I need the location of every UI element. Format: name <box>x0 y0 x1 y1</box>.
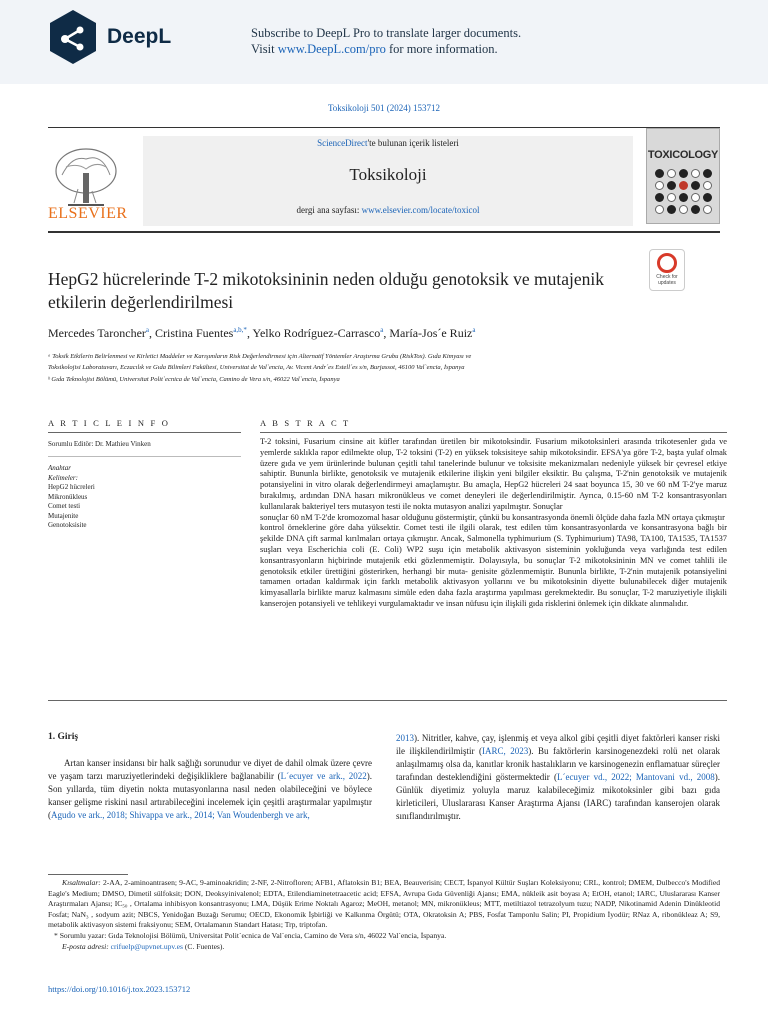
journal-cover[interactable] <box>646 128 720 224</box>
check-for-updates-badge[interactable] <box>649 249 685 291</box>
abstract-heading: A B S T R A C T <box>260 418 351 428</box>
journal-title: Toksikoloji <box>349 165 427 184</box>
citation-link[interactable]: L´ecuyer ve ark., 2022 <box>280 771 367 781</box>
intro-left-column: Artan kanser insidansı bir halk sağlığı sorunudur ve diyet de dahil olmak üzere çevre ve yaşam tarzı maruziyetlerindeki değişikliklere bağlanabilir (L´ecuyer ve ark., 2022). Son yıllarda, tüm diyetin nokta mutasyonlarına nasıl neden olabileceğini ve böylece kanser gelişme riskini nasıl artırabileceğini incelemek için çeşitli araştırmalar yapılmıştır (Agudo ve ark., 2018; Shivappa ve ark., 2014; Van Woudenbergh ve ark, <box>48 758 372 820</box>
abstract-rule <box>260 432 727 433</box>
keywords-block <box>48 464 241 531</box>
affiliation-a-line2: Toksikolojisi Laboratuvarı, Eczacılık ve Gıda Bilimleri Fakültesi, Universitat de Val`encia, Av. Vicent Andr´es Estell´es s/n, Burjassot, 46100 Val`encia, İspanya <box>48 364 465 371</box>
affiliation-b: ᵇ Gıda Teknolojisi Bölümü, Universitat Polit`ecnica de Val`encia, Camino de Vera s/n, 46022 Val`encia, İspanya <box>48 376 340 383</box>
article-info-heading: A R T I C L E I N F O <box>48 418 171 428</box>
journal-homepage-line <box>143 205 633 215</box>
elsevier-wordmark: ELSEVIER <box>48 205 128 222</box>
keywords-label-2: Kelimeler: <box>48 473 78 482</box>
promo-line2 <box>251 41 521 57</box>
abstract-paragraph-2: sonuçlar 60 nM T-2'de kromozomal hasar olduğunu göstermiştir, çünkü bu konsantrasyonda önemli ölçüde daha fazla MN ortaya çıkmıştır <box>260 512 725 522</box>
responsible-editor: Sorumlu Editör: Dr. Mathieu Vinken <box>48 440 151 448</box>
citation-link[interactable]: IARC, 2023 <box>482 746 529 756</box>
contents-list-line <box>143 138 633 148</box>
promo-visit: Visit <box>251 42 275 56</box>
author-3[interactable]: Yelko Rodríguez-Carrasco$^a$ <box>252 326 384 340</box>
keyword-item: Genotoksisite <box>48 521 87 529</box>
author-list: Mercedes Taroncher$^a$, Cristina Fuentes$^{a,b,*}$, Yelko Rodríguez-Carrasco$^a$, María-Jos´e Ruiz$^a$ <box>48 326 476 340</box>
deepl-banner <box>0 0 768 84</box>
citation-link[interactable]: Agudo ve ark., 2018; Shivappa ve ark., 2014; Van Woudenbergh ve ark, <box>51 810 310 820</box>
affiliation-a-line1: ᵃ Toksik Etkilerin Belirlenmesi ve Kirletici Maddeler ve Karışımların Risk Değerlendirmesi için Alternatif Yöntemler Araştırma Grubu (RiskTox). Gıda Kimyası ve <box>48 353 472 360</box>
author-1[interactable]: Mercedes Taroncher$^a$ <box>48 326 149 340</box>
abstract-paragraph-1: T-2 toksini, Fusarium cinsine ait küfler tarafından üretilen bir mikotoksindir. Fusarium mikotoksinleri arasında trikotesenler gıda ve yemlerde sıklıkla rapor edilmekte olup, T-2 toksini (T-2) en yüksek toksisiteye sahip mikotoksindir. EFSA'ya göre T-2, başta yulaf olmak üzere gıda ve yem ürünlerinde bulunan çeşitli tahıl tanelerinde bulunur ve toksisite mekanizmaları nedeniyle yüksek bir çevresel etkiye sahiptir. Bununla birlikte, genotoksik ve mutajenik etkilerine ilişkin yeni bilgiler eksiktir. Bu çalışma, T-2'nin genotoksik ve mutajenik potansiyelini in vitro olarak değerlendirmeyi amaçlamıştır. Bu amaçla, HepG2 hücreleri 24 saat boyunca 15, 30 ve 60 nM T-2'ye maruz bırakılmış, ardından DNA hasarı mikronükleus ve comet deneyleri ile değerlendirilmiştir. Ayrıca, 0.15-60 nM T-2 konsantrasyonları kullanılarak bakteriyel ters mutasyon testi ile nokta mutasyon analizi yapılmıştır. Sonuçlar <box>260 437 727 511</box>
check-updates-icon <box>657 253 677 273</box>
keyword-item: Mikronükleus <box>48 492 88 501</box>
abstract-body <box>260 437 727 610</box>
intro-right-column: 2013). Nitritler, kahve, çay, işlenmiş et veya alkol gibi çeşitli diyet faktörleri kanser riski ile ilişkilendirilmiştir (IARC, 2023). Bu faktörlerin karsinogenezdeki rolü net olarak anlaşılmamış olsa da, kanıtlar kronik hastalıkların ve karsinogenezin enflamatuar süreçler tarafından desteklendiğini göstermektedir (L´ecuyer vd., 2022; Mantovani vd., 2008). Günlük diyetimiz yoluyla maruz kalabileceğimiz mikotoksinler gibi bazı gıda kirleticileri, Uluslararası Kanser Araştırma Ajansı (IARC) tarafından kanserojen olarak sınıflandırılmıştır. <box>396 733 721 821</box>
promo-text <box>251 25 521 57</box>
footnotes <box>48 878 720 952</box>
footnote-rule <box>48 874 128 875</box>
keyword-item: Comet testi <box>48 502 81 510</box>
abstract-bottom-rule <box>48 700 727 701</box>
abbreviations-footnote: Kısaltmalar: 2-AA, 2-aminoantrasen; 9-AC, 9-aminoakridin; 2-NF, 2-Nitrofloren; AFB1, Aflatoksin B1; BEA, Beauverisin; CECT, İspanyol Kültür Suşları Koleksiyonu; CRL, kontrol; DMEM, Dulbecco's Modified Eagle's Medium; DMSO, Dimetil sülfoksit; DON, Deoksyinivalenol; EDTA, Etilendiaminetetraacetic acid; EFSA, Avrupa Gıda Güvenliği Ajansı; EMA, nükleik asit boyası A; EtOH, etanol; IARC, Uluslararası Kanser Araştırmaları Ajansı; IC₅₀ , Ortalama inhibisyon konsantrasyonu; LMA, Düşük Erime Noktalı Agaroz; MeOH, metanol; MN, mikronükleus; MTT, metiltiazol tetrazolyum tuzu; NADP, Nikotinamid Adenin Dinükleotid Fosfat; NaN₃ , sodyum azit; NBCS, Yenidoğan Buzağı Serumu; OECD, Ekonomik İşbirliği ve Kalkınma Örgütü; OTA, Okratoksin A; PBS, Fosfat Tamponlu Salin; PI, Propidium İyodür; RNaz A, ribonükleaz A; S9, metabolik aktivasyon sistemi fraksiyonu; SEM, Ortalamanın Standart Hatası; Trp, triptofan. <box>48 878 720 930</box>
keyword-item: HepG2 hücreleri <box>48 483 95 491</box>
citation-link[interactable]: L´ecuyer vd., 2022; Mantovani vd., 2008 <box>556 772 715 782</box>
deepl-logo-text[interactable]: DeepL <box>107 25 172 48</box>
deepl-pro-link[interactable]: www.DeepL.com/pro <box>277 42 386 56</box>
author-4[interactable]: María-Jos´e Ruiz$^a$ <box>389 326 476 340</box>
citation-link[interactable]: 2013 <box>396 733 414 743</box>
author-2[interactable]: Cristina Fuentes$^{a,b,*}$ <box>155 326 247 340</box>
promo-rest: for more information. <box>389 42 498 56</box>
keywords-label: Anahtar <box>48 464 71 472</box>
editor-rule <box>48 456 241 457</box>
cover-pattern <box>655 169 713 214</box>
introduction-heading: 1. Giriş <box>48 732 79 742</box>
check-updates-label: Check for updates <box>656 274 678 286</box>
email-link[interactable]: crifuelp@upvnet.upv.es <box>110 941 183 951</box>
header-top-rule <box>48 127 720 128</box>
journal-header-box <box>143 136 633 226</box>
cover-title: TOXICOLOGY <box>647 149 719 161</box>
contents-list-text: 'te bulunan içerik listeleri <box>367 138 459 148</box>
homepage-label: dergi ana sayfası: <box>296 205 360 215</box>
journal-citation[interactable]: Toksikoloji 501 (2024) 153712 <box>327 103 441 113</box>
keyword-item: Mutajenite <box>48 511 79 520</box>
deepl-logo-icon[interactable] <box>48 9 98 65</box>
article-title: HepG2 hücrelerinde T-2 mikotoksininin neden olduğu genotoksik ve mutajenik etkilerin değerlendirilmesi <box>48 269 605 312</box>
abstract-paragraph-3: kontrol örneklerine göre daha yüksektir. Comet testi ile ilgili olarak, test edilen tüm konsantrasyonlarda ve konsantrasyona bağlı bir şekilde DNA çift sarmal kırılmaları ortaya çıkmıştır. Ancak, Salmonella typhimurium (S. Typhimurium) TA98, TA100, TA1535, TA1537 suşları veya Escherichia coli (E. Coli) WP2 suşu için metabolik aktivasyon sisteminin yokluğunda veya varlığında test edilen konsantrasyonların hiçbirinde mutajenik etki gözlenmemiştir. Dolayısıyla, bu sonuçlar T-2 mikotoksininin MN ve comet tahlili ile genotoksik etkiler ürettiğini gösterirken, herhangi bir muta- genisite gözlenmemiştir. Bununla birlikte, T-2'nin mutajenik potansiyelini tamamen ortadan kaldırmak için farklı metabolik aktivasyon yollarını ve bu mikotoksinin diyette bulunabilecek diğer mutajenik kimyasallarla birlikte maruz kalmasını simüle eden daha fazla araştırma yapılması gerekmektedir. Bu sonuçlar, T-2 maruziyetiyle ilişkili kanserojen potansiyeli ve tehlikeyi vurgulamaktadır ve insan nüfusu için ilişkili gıda risklerini önlemek için dikkate alınmalıdır. <box>260 523 727 608</box>
header-bottom-rule <box>48 231 720 233</box>
homepage-link[interactable]: www.elsevier.com/locate/toxicol <box>361 205 480 215</box>
promo-line1: Subscribe to DeepL Pro to translate larger documents. <box>251 26 522 40</box>
sciencedirect-link[interactable]: ScienceDirect <box>317 138 368 148</box>
email-footnote: E-posta adresi: crifuelp@upvnet.upv.es (C. Fuentes). <box>62 941 225 951</box>
article-info-rule <box>48 432 241 433</box>
corresponding-author-footnote: * Sorumlu yazar: Gıda Teknolojisi Bölümü, Universitat Polit`ecnica de Val`encia, Camino de Vera s/n, 46022 Val`encia, İspanya. <box>54 930 447 940</box>
doi-link[interactable]: https://doi.org/10.1016/j.tox.2023.153712 <box>48 984 191 994</box>
